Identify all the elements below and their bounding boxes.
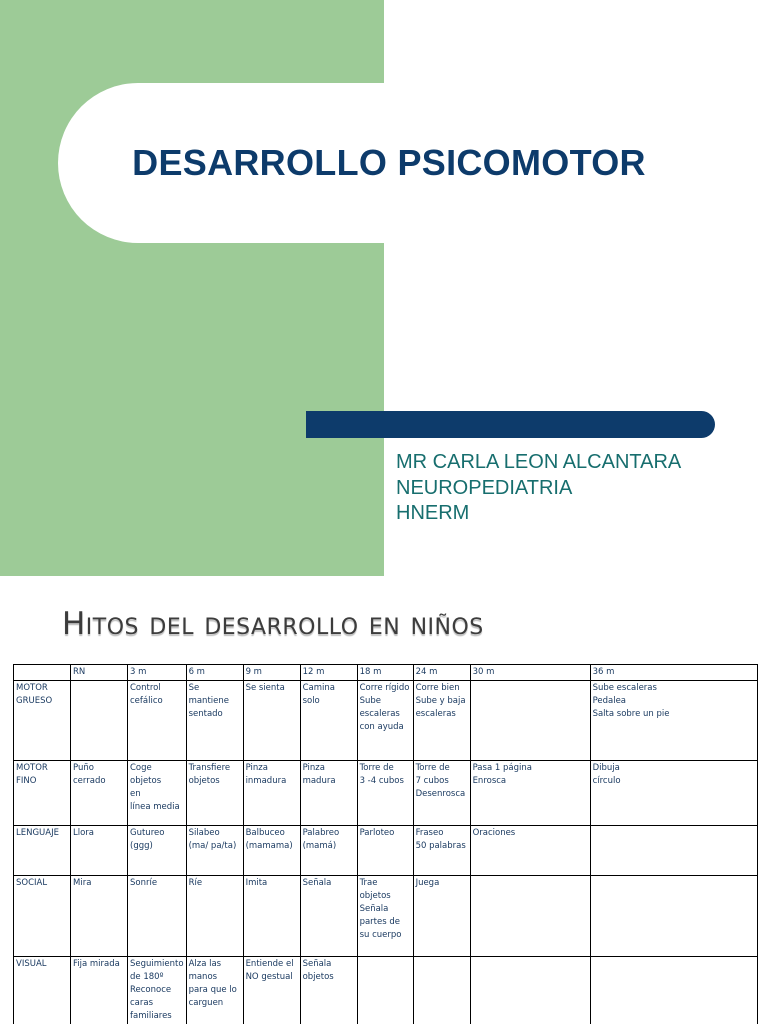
table-row bbox=[14, 876, 758, 957]
table-cell bbox=[470, 876, 590, 957]
table-cell: Oraciones bbox=[470, 826, 590, 876]
row-header: MOTOR GRUESO bbox=[14, 681, 71, 761]
table-cell: Señala objetos bbox=[300, 957, 357, 1024]
slide-heading: Hitos del desarrollo en niños bbox=[62, 606, 484, 642]
table-cell: Alza las manos para que lo carguen bbox=[186, 957, 243, 1024]
table-cell bbox=[413, 957, 470, 1024]
table-cell: Señala bbox=[300, 876, 357, 957]
table-cell: Puño cerrado bbox=[71, 761, 128, 826]
table-cell: Corre bien Sube y baja escaleras bbox=[413, 681, 470, 761]
table-header-row bbox=[14, 665, 758, 681]
table-cell: Dibuja círculo bbox=[590, 761, 757, 826]
table-cell: Torre de 7 cubos Desenrosca bbox=[413, 761, 470, 826]
slide-title: DESARROLLO PSICOMOTOR bbox=[132, 142, 646, 183]
table-cell: Torre de 3 -4 cubos bbox=[357, 761, 413, 826]
subtitle-block bbox=[396, 450, 681, 527]
table-cell: Fraseo 50 palabras bbox=[413, 826, 470, 876]
table-cell: Se sienta bbox=[243, 681, 300, 761]
table-cell: Se mantiene sentado bbox=[186, 681, 243, 761]
table-cell: Palabreo (mamá) bbox=[300, 826, 357, 876]
table-cell: Pinza madura bbox=[300, 761, 357, 826]
row-header: LENGUAJE bbox=[14, 826, 71, 876]
column-header: RN bbox=[71, 665, 128, 681]
table-row bbox=[14, 681, 758, 761]
table-cell: Parloteo bbox=[357, 826, 413, 876]
column-header: 30 m bbox=[470, 665, 590, 681]
column-header: 24 m bbox=[413, 665, 470, 681]
table-cell bbox=[590, 826, 757, 876]
table-cell: Mira bbox=[71, 876, 128, 957]
column-header: 3 m bbox=[128, 665, 187, 681]
column-header: 36 m bbox=[590, 665, 757, 681]
table-cell: Balbuceo (mamama) bbox=[243, 826, 300, 876]
table-cell: Coge objetos en línea media bbox=[128, 761, 187, 826]
row-header: SOCIAL bbox=[14, 876, 71, 957]
table-cell: Pasa 1 página Enrosca bbox=[470, 761, 590, 826]
table-row bbox=[14, 957, 758, 1024]
column-header: 18 m bbox=[357, 665, 413, 681]
accent-bar bbox=[306, 411, 715, 438]
table-cell: Gutureo (ggg) bbox=[128, 826, 187, 876]
table-cell: Transfiere objetos bbox=[186, 761, 243, 826]
table-row bbox=[14, 761, 758, 826]
table-cell: Camina solo bbox=[300, 681, 357, 761]
table-cell: Silabeo (ma/ pa/ta) bbox=[186, 826, 243, 876]
table-cell bbox=[590, 876, 757, 957]
subtitle-specialty: NEUROPEDIATRIA bbox=[396, 476, 573, 499]
table-cell: Fija mirada bbox=[71, 957, 128, 1024]
table-row bbox=[14, 826, 758, 876]
table-cell bbox=[71, 681, 128, 761]
table-cell bbox=[470, 681, 590, 761]
table-cell: Sonríe bbox=[128, 876, 187, 957]
column-header: 12 m bbox=[300, 665, 357, 681]
table-cell: Corre rígido Sube escaleras con ayuda bbox=[357, 681, 413, 761]
table-cell: Entiende el NO gestual bbox=[243, 957, 300, 1024]
column-header bbox=[14, 665, 71, 681]
subtitle-author: MR CARLA LEON ALCANTARA bbox=[396, 451, 682, 473]
table-cell bbox=[357, 957, 413, 1024]
table-cell: Juega bbox=[413, 876, 470, 957]
column-header: 6 m bbox=[186, 665, 243, 681]
table-cell: Llora bbox=[71, 826, 128, 876]
table-cell: Seguimiento de 180º Reconoce caras familiares bbox=[128, 957, 187, 1024]
table-cell: Sube escaleras Pedalea Salta sobre un pie bbox=[590, 681, 757, 761]
table-cell: Trae objetos Señala partes de su cuerpo bbox=[357, 876, 413, 957]
table-cell: Ríe bbox=[186, 876, 243, 957]
table-cell: Imita bbox=[243, 876, 300, 957]
table-cell: Pinza inmadura bbox=[243, 761, 300, 826]
row-header: MOTOR FINO bbox=[14, 761, 71, 826]
subtitle-institution: HNERM bbox=[396, 502, 470, 524]
milestones-slide bbox=[0, 576, 768, 1024]
milestones-table bbox=[13, 664, 758, 1024]
table-cell bbox=[590, 957, 757, 1024]
column-header: 9 m bbox=[243, 665, 300, 681]
row-header: VISUAL bbox=[14, 957, 71, 1024]
table-cell: Control cefálico bbox=[128, 681, 187, 761]
table-cell bbox=[470, 957, 590, 1024]
